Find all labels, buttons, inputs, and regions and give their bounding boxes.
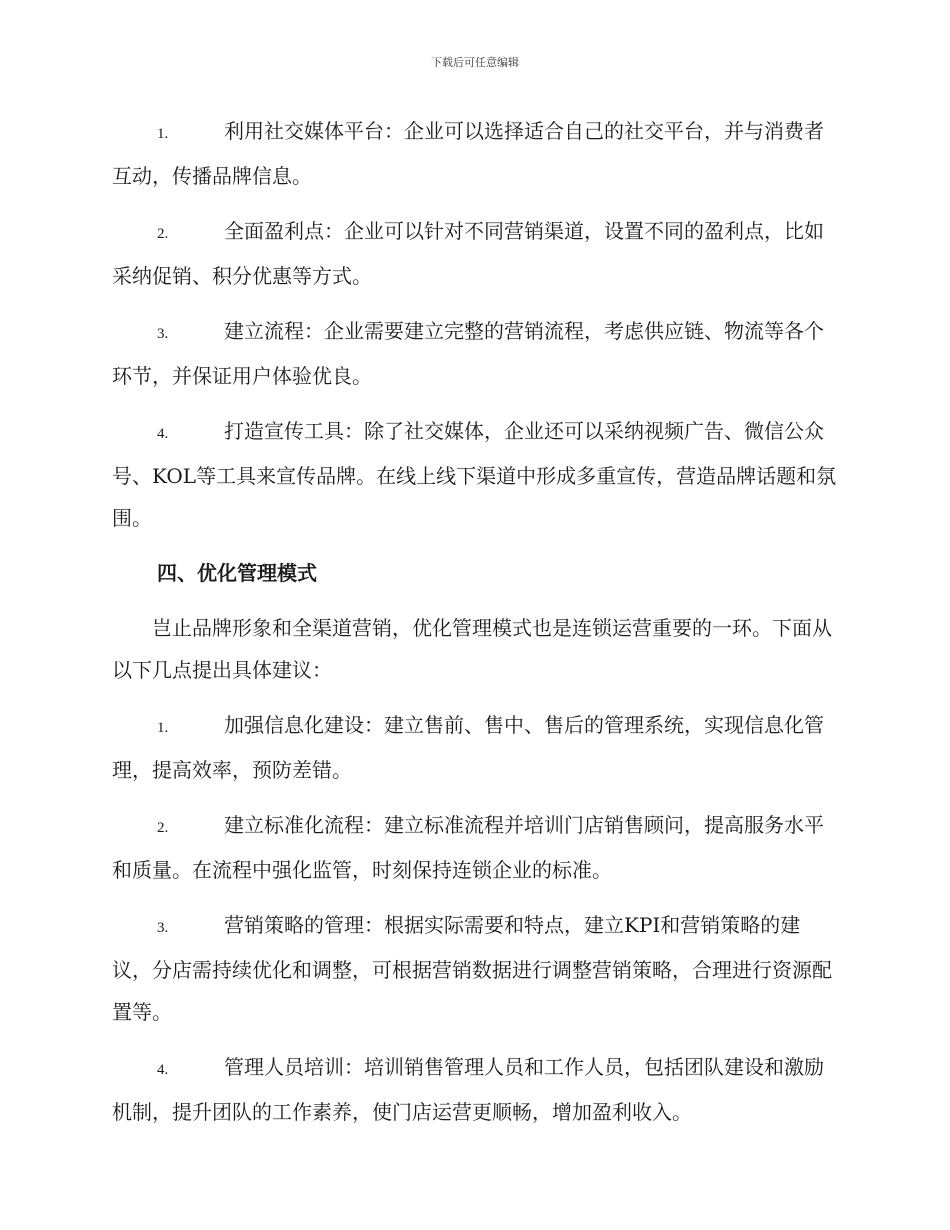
list-number: 4. [157, 426, 169, 442]
list-number: 1. [157, 126, 169, 142]
list-text: 利用社交媒体平台：企业可以选择适合自己的社交平台，并与消费者互动，传播品牌信息。 [112, 119, 824, 188]
list-text: 加强信息化建设：建立售前、售中、售后的管理系统，实现信息化管理，提高效率，预防差错。 [112, 713, 824, 782]
list-number: 3. [157, 326, 169, 342]
list-number: 2. [157, 820, 169, 836]
list-text: 打造宣传工具：除了社交媒体，企业还可以采纳视频广告、微信公众号、KOL等工具来宣传品牌。在线上线下渠道中形成多重宣传，营造品牌话题和氛围。 [112, 419, 837, 530]
list-text: 建立标准化流程：建立标准流程并培训门店销售顾问，提高服务水平和质量。在流程中强化监管，时刻保持连锁企业的标准。 [112, 813, 824, 882]
list-item [112, 704, 837, 791]
list-item [112, 310, 837, 397]
list-number: 1. [157, 720, 169, 736]
section-heading: 四、优化管理模式 [157, 561, 317, 585]
page-header: 下载后可任意编辑 [431, 56, 519, 69]
list-item [112, 210, 837, 297]
section-intro: 岂止品牌形象和全渠道营销，优化管理模式也是连锁运营重要的一环。下面从以下几点提出具体建议： [112, 616, 832, 682]
list-item [112, 1046, 837, 1133]
document-body [112, 110, 837, 1146]
list-number: 4. [157, 1062, 169, 1078]
list-text: 营销策略的管理：根据实际需要和特点，建立KPI和营销策略的建议，分店需持续优化和调整，可根据营销数据进行调整营销策略，合理进行资源配置等。 [112, 913, 832, 1024]
list-item [112, 110, 837, 197]
list-item [112, 410, 837, 539]
list-text: 建立流程：企业需要建立完整的营销流程，考虑供应链、物流等各个环节，并保证用户体验优良。 [112, 319, 824, 388]
list-item [112, 904, 837, 1033]
list-item [112, 804, 837, 891]
list-text: 全面盈利点：企业可以针对不同营销渠道，设置不同的盈利点，比如采纳促销、积分优惠等方式。 [112, 219, 824, 288]
list-number: 3. [157, 920, 169, 936]
list-number: 2. [157, 226, 169, 242]
list-text: 管理人员培训：培训销售管理人员和工作人员，包括团队建设和激励机制，提升团队的工作素养，使门店运营更顺畅，增加盈利收入。 [112, 1055, 824, 1124]
